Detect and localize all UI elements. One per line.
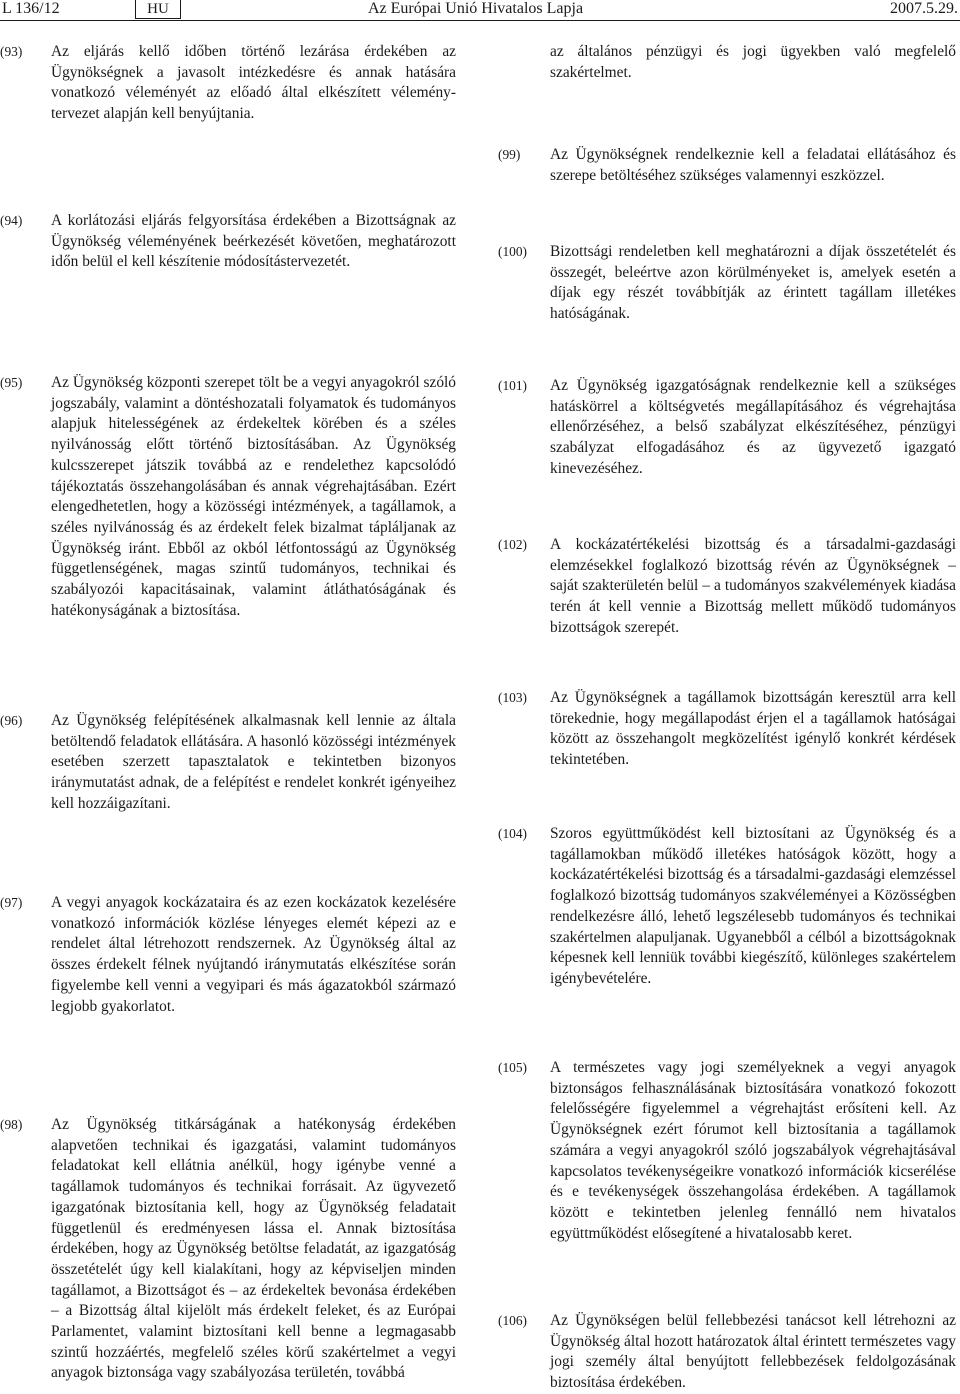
recital-94	[0, 211, 456, 273]
recital-number: (99)	[498, 147, 521, 162]
language-badge: HU	[135, 0, 181, 19]
recital-text: Az Ügynökség titkárságának a hatékonyság érdekében alapvetően technikai és igazgatási, valamint tudományos feladatokat kell ellátnia anélkül, hogy igénybe venné a tagállamok tudományos és technikai forrásait. Az ügyvezető igazgatónak biztosítania kell, hogy az Ügynökség feladatait függetlenül és eredményesen lássa el. Annak biztosítása érdekében, hogy az Ügynökség betöltse feladatát, az igazgatóság összetételét úgy kell kialakítani, hogy az képviseljen minden tagállamot, a Bizottságot és – az érdekeltek bevonása érdekében – a Bizottság által kijelölt más érdekelt feleket, és az Európai Parlamentet, valamint biztosítani kell benne a legmagasabb szintű hozzáértés, megfelelő széles körű szakértelmet a vegyi anyagok biztonsága vagy szabályozása területén, továbbá	[51, 1116, 456, 1382]
recital-100	[498, 242, 956, 325]
header-rule	[0, 20, 960, 21]
recital-number: (103)	[498, 690, 528, 705]
recital-97	[0, 893, 456, 1017]
recital-number: (102)	[498, 537, 528, 552]
recital-101	[498, 376, 956, 480]
recital-103	[498, 688, 956, 771]
recital-text: Az Ügynökség igazgatóságnak rendelkeznie kell a szükséges hatáskörrel a költségvetés megállapításához és végrehajtása ellenőrzéséhez, a belső szabályzat elkészítéséhez, pénzügyi szabályzat elfogadásához és az ügyvezető igazgató kinevezéséhez.	[550, 377, 956, 477]
recital-text: A kockázatértékelési bizottság és a társadalmi-gazdasági elemzésekkel foglalkozó bizottság révén az Ügynökségnek – saját szakterületén belül – a tudományos szakvélemények kiadása terén át kell vennie a Bizottság mellett működő tudományos bizottságok szerepét.	[550, 536, 956, 636]
page-reference: L 136/12	[2, 0, 60, 17]
recital-text: az általános pénzügyi és jogi ügyekben való megfelelő szakértelmet.	[550, 43, 956, 81]
recital-text: Bizottsági rendeletben kell meghatározni a díjak összetételét és összegét, beleértve azon körülményeket is, amelyek esetén a díjak egy részét továbbítják az érintett tagállam illetékes hatóságának.	[550, 243, 956, 323]
recital-text: Az Ügynökség központi szerepet tölt be a vegyi anyagokról szóló jogszabály, valamint a döntéshozatali folyamatok és tudományos alapjuk hitelességének az érdekeltek körében és a széles nyilvánosság előtt történő biztosításában. Az Ügynökség kulcsszerepet játszik továbbá az e rendelethez kapcsolódó tájékoztatás összehangolásában és annak végrehajtásában. Ezért elengedhetetlen, hogy a közösségi intézmények, a tagállamok, a széles nyilvánosság és az érdekelt felek bizalmat tápláljanak az Ügynökség iránt. Ebből az okból létfontosságú az Ügynökség függetlenségének, magas szintű tudományos, technikai és szabályozói kapacitásainak, valamint átláthatóságának és hatékonyságának a biztosítása.	[51, 374, 456, 619]
recital-102	[498, 535, 956, 639]
recital-number: (106)	[498, 1313, 528, 1328]
recital-96	[0, 711, 456, 815]
recital-text: A természetes vagy jogi személyeknek a vegyi anyagok biztonságos felhasználásának biztosítására vonatkozó fokozott felelősségére figyelemmel a végrehajtást erősíteni kell. Az Ügynökségnek ezért fórumot kell biztosítania a tagállamok számára a vegyi anyagokról szóló jogszabályok végrehajtásával kapcsolatos tevékenységeikre vonatkozó információk kicserélése és e tevékenységek összehangolása érdekében. A tagállamok között e tekintetben jelenleg fennálló nem hivatalos együttműködést elősegítené a hivatalosabb keret.	[550, 1059, 956, 1242]
recital-106	[498, 1311, 956, 1394]
recital-number: (98)	[0, 1117, 23, 1132]
recital-number: (97)	[0, 895, 23, 910]
publication-date: 2007.5.29.	[890, 0, 958, 17]
recital-number: (93)	[0, 44, 23, 59]
recital-text: Az Ügynökségnek a tagállamok bizottságán keresztül arra kell törekednie, hogy megállapodást érjen el a tagállamok hatóságai között az összehangolt megközelítést igénylő konkrét kérdések tekintetében.	[550, 689, 956, 769]
recital-text: Az Ügynökség felépítésének alkalmasnak kell lennie az általa betöltendő feladatok ellátására. A hasonló közösségi intézmények esetében szerzett tapasztalatok e tekintetben bizonyos iránymutatást adnak, de a felépítést e rendelet konkrét igényeihez kell hozzáigazítani.	[51, 712, 456, 812]
recital-104	[498, 824, 956, 990]
recital-105	[498, 1058, 956, 1244]
recital-98-continued	[498, 42, 956, 83]
recital-number: (95)	[0, 375, 23, 390]
recital-number: (105)	[498, 1060, 528, 1075]
recital-99	[498, 145, 956, 186]
recital-number: (100)	[498, 244, 528, 259]
recital-93	[0, 42, 456, 125]
recital-text: Az Ügynökségnek rendelkeznie kell a feladatai ellátásához és szerepe betöltéséhez szükséges valamennyi eszközzel.	[550, 146, 956, 184]
recital-text: A korlátozási eljárás felgyorsítása érdekében a Bizottságnak az Ügynökség véleményének beérkezését követően, meghatározott időn belül el kell készítenie módosítástervezetét.	[51, 212, 456, 271]
page-header	[0, 0, 960, 20]
recital-text: A vegyi anyagok kockázataira és az ezen kockázatok kezelésére vonatkozó információk közlése lényeges elemét képezi az e rendelet által létrehozott rendszernek. Az Ügynökség által az összes érdekelt félnek nyújtandó iránymutatás elkészítése során figyelembe kell venni a vegyipari és más ágazatokból származó legjobb gyakorlatot.	[51, 894, 456, 1015]
recital-number: (104)	[498, 826, 528, 841]
recital-number: (101)	[498, 378, 528, 393]
recital-number: (96)	[0, 713, 23, 728]
recital-95	[0, 373, 456, 621]
journal-title: Az Európai Unió Hivatalos Lapja	[368, 0, 584, 17]
recital-text: Szoros együttműködést kell biztosítani az Ügynökség és a tagállamokban működő illetékes hatóságok között, hogy a kockázatértékelési bizottság és a társadalmi-gazdasági elemzéssel foglalkozó bizottság tudományos szakvéleményei a Közösségben rendelkezésre álló, lehető legszélesebb tudományos és technikai szakértelmen alapuljanak. Ugyanebből a célból a bizottságoknak képesnek kell lenniük további kiegészítő, különleges szakértelem igénybevételére.	[550, 825, 956, 987]
recital-number: (94)	[0, 213, 23, 228]
recital-text: Az eljárás kellő időben történő lezárása érdekében az Ügynökségnek a javasolt intézkedésre és annak hatására vonatkozó véleményét az előadó által elkészített véleménytervezet alapján kell benyújtania.	[51, 43, 456, 123]
recital-98	[0, 1115, 456, 1384]
recital-text: Az Ügynökségen belül fellebbezési tanácsot kell létrehozni az Ügynökség által hozott határozatok által érintett természetes vagy jogi személy által benyújtott fellebbezések feldolgozásának biztosítása érdekében.	[550, 1312, 956, 1392]
